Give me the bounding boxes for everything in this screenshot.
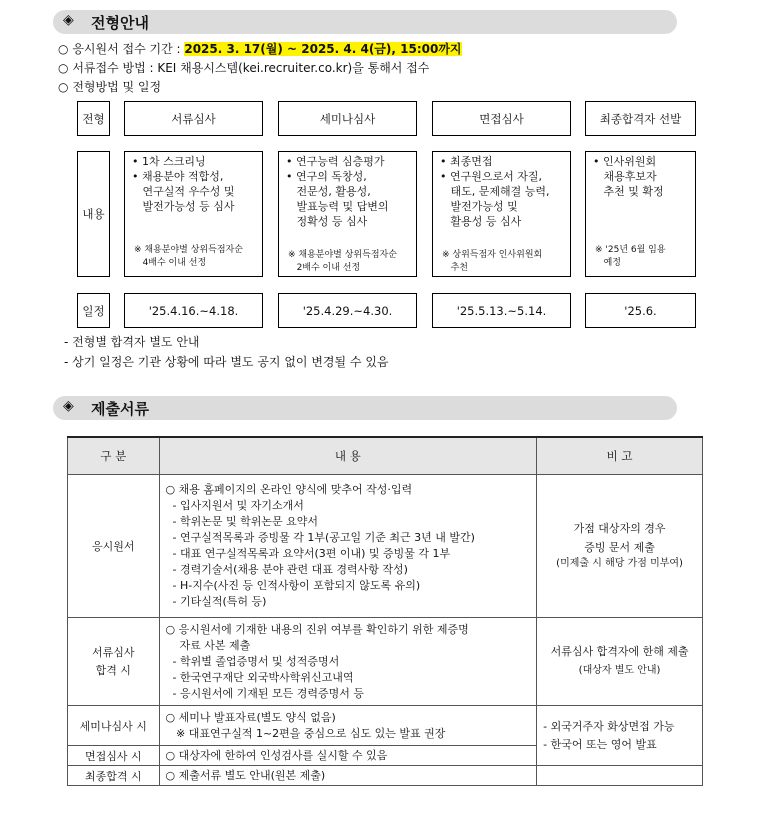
table-header-row [68,437,703,475]
stage-seminar-review-content: • 연구능력 심층평가 • 연구의 독창성, 전문성, 활용성, 발표능력 및 답변의 정확성 등 심사 ※ 채용분야별 상위득점자순 2배수 이내 선정 [278,151,417,277]
row-content: ○ 채용 홈페이지의 온라인 양식에 맞추어 작성·입력 - 입사지원서 및 자기소개서 - 학위논문 및 학위논문 요약서 - 연구실적목록과 증빙물 각 1부(공고일 기준 최근 3년 내 발간) - 대표 연구실적목록과 요약서(3편 이내) 및 증빙물 각 1부 - 경력기술서(채용 분야 관련 대표 경력사항 작성) - H-지수(사진 등 인적사항이 포함되지 않도록 유의) - 기타실적(특허 등) [159,475,537,618]
circle-bullet-icon: ○ [58,80,69,94]
table-row [68,475,703,618]
submission-method-line [58,59,429,76]
row-content: ○ 대상자에 한하여 인성검사를 실시할 수 있음 [159,746,537,766]
stage-interview-content: • 최종면접 • 연구원으로서 자질, 태도, 문제해결 능력, 발전가능성 및 활용성 등 심사 ※ 상위득점자 인사위원회 추천 [432,151,571,277]
footnote-separate-notice: - 전형별 합격자 별도 안내 [64,335,200,349]
stage-document-review-content: • 1차 스크리닝 • 채용분야 적합성, 연구실적 우수성 및 발전가능성 등 심사 ※ 채용분야별 상위득점자순 4배수 이내 선정 [124,151,263,277]
process-schedule-text: 전형방법 및 일정 [72,80,162,94]
documents-table [67,436,703,786]
table-row [68,766,703,786]
stage-seminar-review-schedule: '25.4.29.~4.30. [278,293,417,328]
row-category: 응시원서 [68,475,160,618]
row-label-content: 내용 [77,151,110,277]
table-row [68,706,703,746]
row-remark: 서류심사 합격자에 한해 제출 (대상자 별도 안내) [537,618,703,706]
header-category: 구 분 [68,437,160,475]
stage-document-review: 서류심사 [124,101,263,136]
row-remark [537,766,703,786]
circle-bullet-icon: ○ [58,61,69,75]
stage-interview: 면접심사 [432,101,571,136]
application-period-label: 응시원서 접수 기간 : [72,42,185,56]
stage-final-selection-content: • 인사위원회 채용후보자 추천 및 확정 ※ '25년 6월 임용 예정 [585,151,696,277]
section-header-documents [53,396,677,420]
application-period-value: 2025. 3. 17(월) ~ 2025. 4. 4(금), 15:00까지 [184,42,462,56]
row-category: 면접심사 시 [68,746,160,766]
section-header-selection-guide [53,10,677,34]
stage-document-review-schedule: '25.4.16.~4.18. [124,293,263,328]
section-title: 제출서류 [91,400,149,418]
header-content: 내 용 [159,437,537,475]
application-period-line [58,40,462,57]
stage-final-selection-schedule: '25.6. [585,293,696,328]
header-remark: 비 고 [537,437,703,475]
row-label-schedule: 일정 [77,293,110,328]
row-category: 서류심사 합격 시 [68,618,160,706]
row-content: ○ 세미나 발표자료(별도 양식 없음) ※ 대표연구실적 1~2편을 중심으로 심도 있는 발표 권장 [159,706,537,746]
footnote-schedule-change: - 상기 일정은 기관 상황에 따라 별도 공지 없이 변경될 수 있음 [64,355,389,369]
diamond-icon: ◈ [63,398,74,414]
row-remark: 가점 대상자의 경우 증빙 문서 제출 (미제출 시 해당 가점 미부여) [537,475,703,618]
table-row [68,618,703,706]
process-schedule-line [58,78,161,95]
submission-method-text: 서류접수 방법 : KEI 채용시스템(kei.recruiter.co.kr)을 통해서 접수 [72,61,430,75]
circle-bullet-icon: ○ [58,42,69,56]
stage-seminar-review: 세미나심사 [278,101,417,136]
section-title: 전형안내 [91,14,149,32]
row-category: 세미나심사 시 [68,706,160,746]
row-content: ○ 제출서류 별도 안내(원본 제출) [159,766,537,786]
row-content: ○ 응시원서에 기재한 내용의 진위 여부를 확인하기 위한 제증명 자료 사본 제출 - 학위별 졸업증명서 및 성적증명서 - 한국연구재단 외국박사학위신고내역 - 응시원서에 기재된 모든 경력증명서 등 [159,618,537,706]
row-label-stage: 전형 [77,101,110,136]
row-remark: - 외국거주자 화상면접 가능 - 한국어 또는 영어 발표 [537,706,703,766]
stage-interview-schedule: '25.5.13.~5.14. [432,293,571,328]
row-category: 최종합격 시 [68,766,160,786]
stage-final-selection: 최종합격자 선발 [585,101,696,136]
diamond-icon: ◈ [63,12,74,28]
